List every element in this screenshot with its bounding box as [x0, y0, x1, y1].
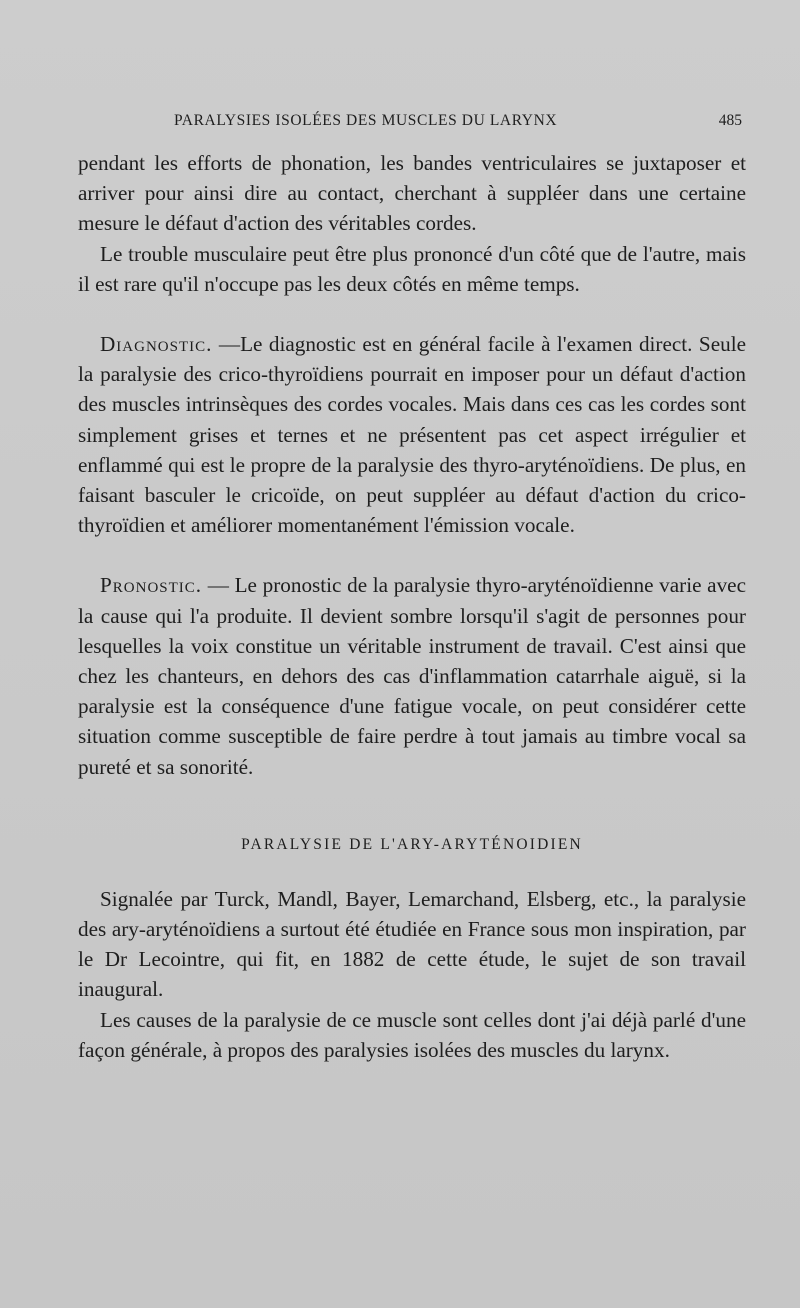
pronostic-heading: Pronostic. [100, 573, 203, 598]
diagnostic-text: —Le diagnostic est en général facile à l'examen direct. Seule la paralysie des crico-thyroïdiens pourrait en imposer pour un défaut d'action des muscles intrinsèques des cordes vocales. Mais dans ces cas les cordes sont simplement grises et ternes et ne présentent pas cet aspect irrégulier et enflammé qui est le propre de la paralysie des thyro-aryténoïdiens. De plus, en faisant basculer le cricoïde, on peut suppléer au défaut d'action du crico-thyroïdien et améliorer momentanément l'émission vocale. [78, 332, 746, 538]
paragraph-causes: Les causes de la paralysie de ce muscle sont celles dont j'ai déjà parlé d'une façon générale, à propos des paralysies isolées des muscles du larynx. [78, 1007, 746, 1062]
page-body [78, 148, 746, 1065]
page-header [78, 112, 758, 142]
pronostic-text: — Le pronostic de la paralysie thyro-aryténoïdienne varie avec la cause qui l'a produite. Il devient sombre lorsqu'il s'agit de personnes pour lesquelles la voix constitue un véritable instrument de travail. C'est ainsi que chez les chanteurs, en dehors des cas d'inflammation catarrhale aiguë, si la paralysie est la conséquence d'une fatigue vocale, on peut considérer cette situation comme susceptible de faire perdre à tout jamais au timbre vocal sa pureté et sa sonorité. [78, 573, 746, 779]
running-head: PARALYSIES ISOLÉES DES MUSCLES DU LARYNX [174, 112, 558, 129]
page-number: 485 [718, 112, 742, 129]
section-title: PARALYSIE DE L'ARY-ARYTÉNOIDIEN [241, 835, 583, 853]
paragraph-pronostic [78, 570, 746, 781]
diagnostic-heading: Diagnostic. [100, 332, 213, 357]
paragraph-continuation: pendant les efforts de phonation, les bandes ventriculaires se juxtaposer et arriver pour ainsi dire au contact, cherchant à suppléer dans une certaine mesure le défaut d'action des véritables cordes. [78, 151, 746, 236]
paragraph-diagnostic [78, 329, 746, 540]
paragraph-muscle-trouble: Le trouble musculaire peut être plus prononcé d'un côté que de l'autre, mais il est rare qu'il n'occupe pas les deux côtés en même temps. [78, 241, 746, 296]
paragraph-signalee: Signalée par Turck, Mandl, Bayer, Lemarchand, Elsberg, etc., la paralysie des ary-aryténoïdiens a surtout été étudiée en France sous mon inspiration, par le Dr Lecointre, qui fit, en 1882 de cette étude, le sujet de son travail inaugural. [78, 886, 746, 1002]
